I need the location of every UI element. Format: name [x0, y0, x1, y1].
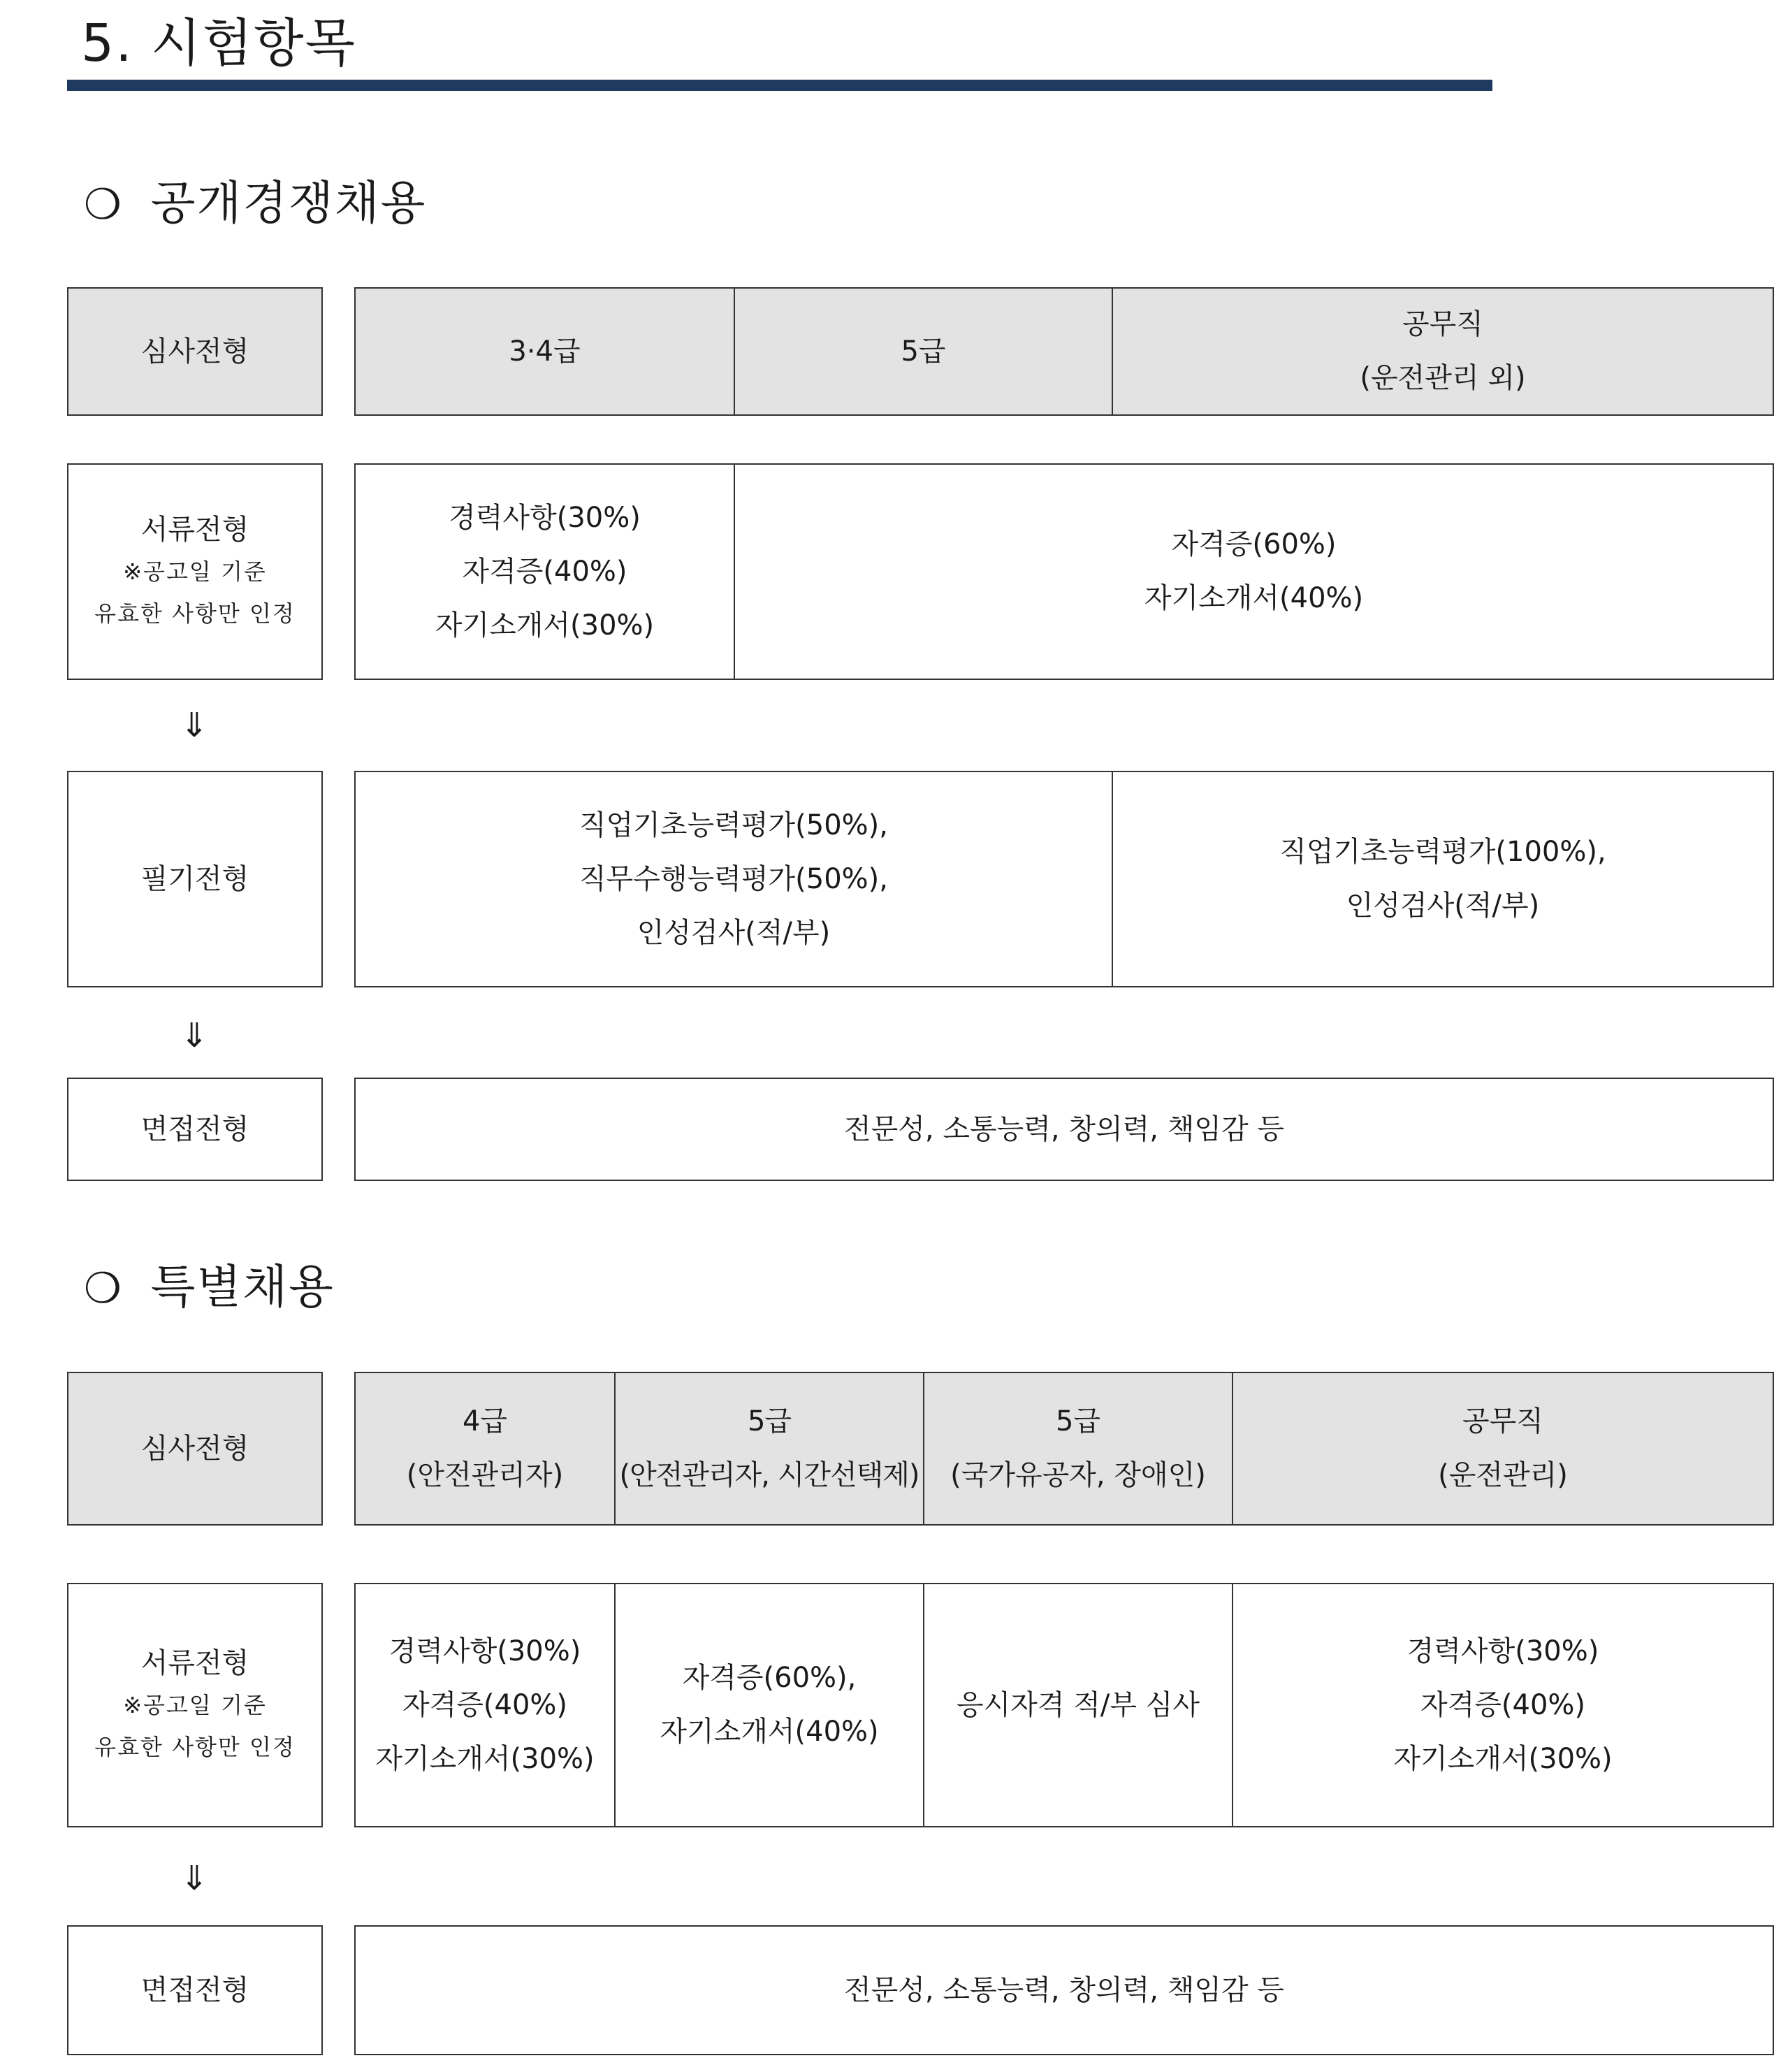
written-stage-row — [354, 771, 1774, 987]
stage-label-written: 필기전형 — [67, 771, 323, 987]
stage-header-label: 심사전형 — [67, 1372, 323, 1526]
interview-criteria: 전문성, 소통능력, 창의력, 책임감 등 — [354, 1925, 1774, 2055]
interview-criteria: 전문성, 소통능력, 창의력, 책임감 등 — [354, 1078, 1774, 1181]
grade-header-row — [354, 1372, 1774, 1526]
section-heading-text: 공개경쟁채용 — [150, 176, 427, 230]
grade-header-cell: 5급 — [734, 289, 1112, 414]
document-stage-row — [354, 463, 1774, 680]
section-heading-open — [84, 172, 426, 236]
criteria-cell: 자격증(60%), 자기소개서(40%) — [614, 1584, 923, 1826]
criteria-cell: 직업기초능력평가(50%), 직무수행능력평가(50%), 인성검사(적/부) — [579, 809, 888, 949]
grade-header-cell: 5급 (안전관리자, 시간선택제) — [614, 1373, 923, 1524]
section-heading-text: 특별채용 — [150, 1260, 335, 1314]
title-underline — [67, 80, 1492, 91]
section-heading-special — [84, 1256, 335, 1320]
criteria-cell: 경력사항(30%) 자격증(40%) 자기소개서(30%) — [435, 501, 655, 642]
stage-label-interview: 면접전형 — [67, 1925, 323, 2055]
circle-bullet-icon: ❍ — [84, 1264, 123, 1313]
circle-bullet-icon: ❍ — [84, 180, 123, 229]
grade-header-cell: 4급 (안전관리자) — [406, 1405, 564, 1491]
page-title: 5. 시험항목 — [81, 13, 357, 73]
down-arrow-icon: ⇓ — [180, 1859, 209, 1898]
down-arrow-icon: ⇓ — [180, 1016, 209, 1055]
criteria-cell: 경력사항(30%) 자격증(40%) 자기소개서(30%) — [375, 1635, 595, 1775]
grade-header-cell: 3·4급 — [509, 335, 581, 368]
criteria-cell: 직업기초능력평가(100%), 인성검사(적/부) — [1112, 772, 1773, 986]
grade-header-row — [354, 287, 1774, 416]
criteria-cell: 경력사항(30%) 자격증(40%) 자기소개서(30%) — [1232, 1584, 1773, 1826]
down-arrow-icon: ⇓ — [180, 706, 209, 745]
document-stage-row — [354, 1583, 1774, 1827]
stage-label-interview: 면접전형 — [67, 1078, 323, 1181]
stage-label-document: 서류전형 ※공고일 기준 유효한 사항만 인정 — [67, 463, 323, 680]
grade-header-cell: 5급 (국가유공자, 장애인) — [923, 1373, 1232, 1524]
stage-header-label: 심사전형 — [67, 287, 323, 416]
grade-header-cell: 공무직 (운전관리 외) — [1112, 289, 1773, 414]
grade-header-cell: 공무직 (운전관리) — [1232, 1373, 1773, 1524]
criteria-cell: 자격증(60%) 자기소개서(40%) — [734, 465, 1773, 679]
criteria-cell: 응시자격 적/부 심사 — [923, 1584, 1232, 1826]
stage-label-document: 서류전형 ※공고일 기준 유효한 사항만 인정 — [67, 1583, 323, 1827]
